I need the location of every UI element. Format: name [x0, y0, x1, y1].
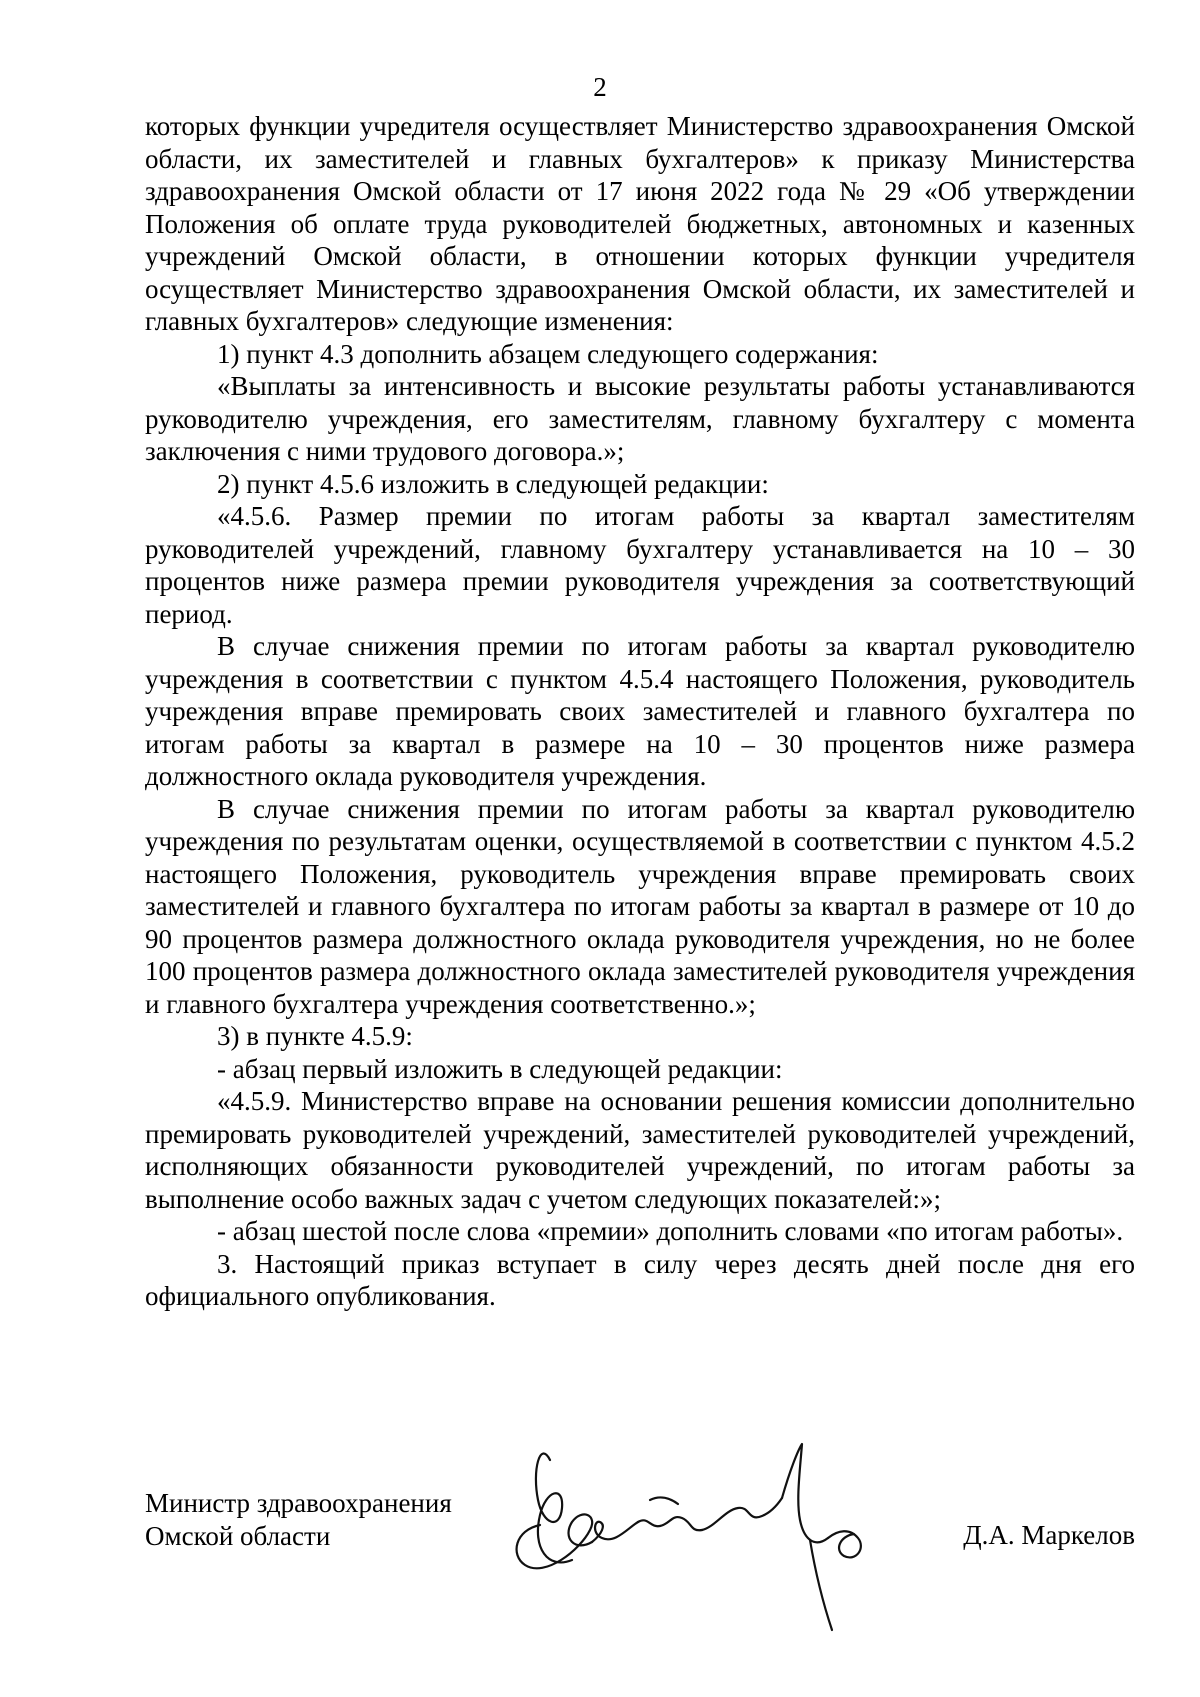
signatory-title-line1: Министр здравоохранения [145, 1488, 452, 1518]
paragraph: - абзац шестой после слова «премии» дополнить словами «по итогам работы». [217, 1216, 1124, 1246]
handwritten-signature [510, 1430, 930, 1640]
page-number: 2 [593, 72, 607, 102]
paragraph: 1) пункт 4.3 дополнить абзацем следующего содержания: [217, 338, 879, 369]
paragraph: 3. Настоящий приказ вступает в силу через десять дней после дня его официального опубликования. [145, 1248, 1135, 1311]
paragraph: «4.5.6. Размер премии по итогам работы за квартал заместителям руководителей учреждений, главному бухгалтеру устанавливается на 10 – 30 процентов ниже размера премии руководителя учреждения за соответствующий период. [145, 501, 1135, 629]
paragraph: - абзац первый изложить в следующей редакции: [217, 1053, 783, 1084]
paragraph: В случае снижения премии по итогам работы за квартал руководителю учреждения по результатам оценки, осуществляемой в соответствии с пунктом 4.5.2 настоящего Положения, руководитель учреждения вправе премировать своих заместителей и главного бухгалтера по итогам работы за квартал в размере от 10 до 90 процентов размера должностного оклада руководителя учреждения, но не более 100 процентов размера должностного оклада заместителей руководителя учреждения и главного бухгалтера учреждения соответственно.»; [145, 793, 1135, 1019]
paragraph: «4.5.9. Министерство вправе на основании решения комиссии дополнительно премировать руководителей учреждений, заместителей руководителей учреждений, исполняющих обязанности руководителей учреждений, по итогам работы за выполнение особо важных задач с учетом следующих показателей:»; [145, 1086, 1135, 1214]
document-body [145, 110, 1135, 1313]
signatory-title [145, 1487, 452, 1552]
signatory-name: Д.А. Маркелов [963, 1520, 1135, 1550]
paragraph: 3) в пункте 4.5.9: [217, 1021, 413, 1051]
paragraph: 2) пункт 4.5.6 изложить в следующей редакции: [217, 468, 769, 499]
paragraph: которых функции учредителя осуществляет Министерство здравоохранения Омской области, их заместителей и главных бухгалтеров» к приказу Министерства здравоохранения Омской области от 17 июня 2022 года № 29 «Об утверждении Положения об оплате труда руководителей бюджетных, автономных и казенных учреждений Омской области, в отношении которых функции учредителя осуществляет Министерство здравоохранения Омской области, их заместителей и главных бухгалтеров» следующие изменения: [145, 111, 1135, 336]
paragraph: «Выплаты за интенсивность и высокие результаты работы устанавливаются руководителю учреждения, его заместителям, главному бухгалтеру с момента заключения с ними трудового договора.»; [145, 371, 1135, 466]
paragraph: В случае снижения премии по итогам работы за квартал руководителю учреждения в соответствии с пунктом 4.5.4 настоящего Положения, руководитель учреждения вправе премировать своих заместителей и главного бухгалтера по итогам работы за квартал в размере на 10 – 30 процентов ниже размера должностного оклада руководителя учреждения. [145, 631, 1135, 791]
signatory-title-line2: Омской области [145, 1520, 331, 1551]
